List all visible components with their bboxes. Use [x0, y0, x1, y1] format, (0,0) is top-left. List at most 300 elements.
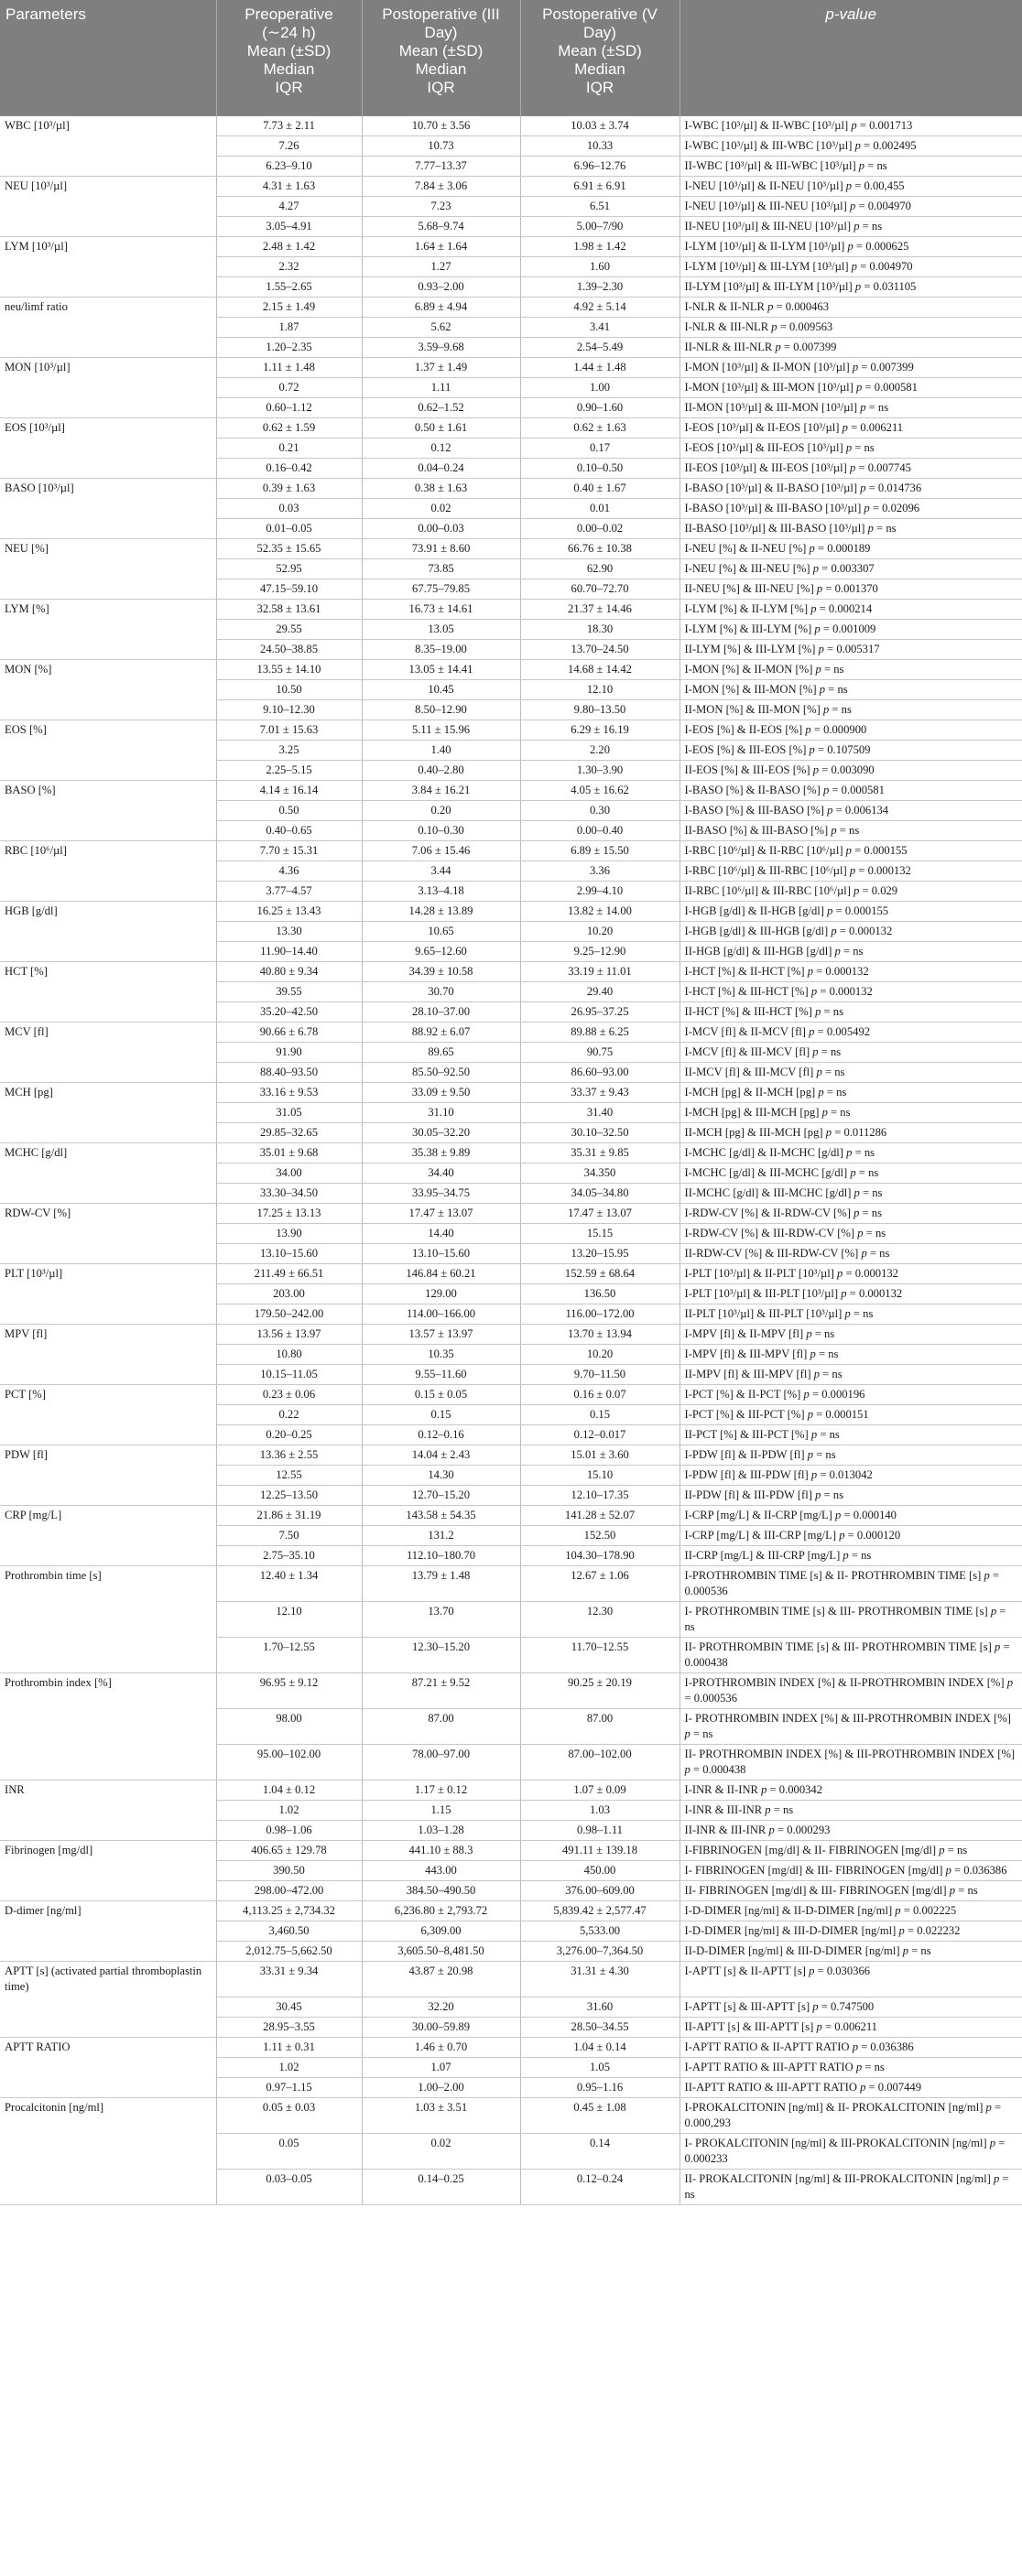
p-value: 0.006134: [844, 804, 889, 817]
p-symbol: p: [807, 965, 813, 978]
stat-postop-day5: 0.45 ± 1.08: [520, 2097, 680, 2133]
p-value: ns: [782, 1803, 794, 1816]
stat-preoperative: 13.55 ± 14.10: [216, 660, 362, 680]
comparison-label: I- FIBRINOGEN [mg/dl] & III- FIBRINOGEN [mg/dl]: [684, 1864, 946, 1877]
parameter-name: [0, 1164, 216, 1184]
p-symbol: p: [993, 2171, 1000, 2185]
parameter-name: [0, 257, 216, 277]
p-value-comparison: [680, 1123, 1022, 1143]
p-value-comparison: [680, 2097, 1022, 2133]
comparison-label: II-BASO [%] & III-BASO [%]: [684, 824, 832, 837]
stat-postop-day5: 6.51: [520, 197, 680, 217]
stat-postop-day5: 152.50: [520, 1526, 680, 1546]
stat-preoperative: 0.40–0.65: [216, 821, 362, 841]
parameter-name: [0, 579, 216, 600]
stat-preoperative: 4.31 ± 1.63: [216, 177, 362, 197]
p-value-comparison: [680, 257, 1022, 277]
parameter-name: [0, 982, 216, 1002]
comparison-label: I-RDW-CV [%] & III-RDW-CV [%]: [684, 1227, 858, 1239]
comparison-label: I-MCHC [g/dl] & III-MCHC [g/dl]: [684, 1166, 851, 1179]
stat-preoperative: 12.55: [216, 1466, 362, 1486]
p-value-comparison: [680, 660, 1022, 680]
comparison-label: II-NEU [%] & III-NEU [%]: [684, 582, 817, 595]
parameter-name: PDW [fl]: [0, 1445, 216, 1466]
p-value: ns: [868, 1166, 879, 1179]
p-equals: =: [861, 280, 874, 293]
p-equals: =: [859, 884, 872, 897]
p-value: 0.00,455: [864, 179, 905, 192]
p-equals: =: [829, 703, 842, 716]
p-value: ns: [861, 1549, 872, 1562]
stat-postop-day3: 3.44: [362, 861, 520, 882]
p-symbol: p: [984, 1569, 990, 1582]
p-symbol: p: [989, 2136, 996, 2149]
table-row: [0, 1184, 1022, 1204]
comparison-label: I-D-DIMER [ng/ml] & III-D-DIMER [ng/ml]: [684, 1924, 899, 1937]
stat-preoperative: 10.50: [216, 680, 362, 700]
stat-postop-day5: 13.70 ± 13.94: [520, 1325, 680, 1345]
comparison-label: I-NEU [%] & II-NEU [%]: [684, 542, 810, 555]
p-value: ns: [886, 522, 897, 535]
p-value-comparison: [680, 942, 1022, 962]
parameter-name: [0, 2133, 216, 2169]
p-equals: =: [825, 683, 838, 696]
p-value-comparison: [680, 579, 1022, 600]
p-value: 0.007399: [870, 361, 914, 373]
parameter-name: [0, 1043, 216, 1063]
stat-postop-day5: 87.00–102.00: [520, 1745, 680, 1780]
p-symbol: p: [816, 1066, 822, 1078]
p-value: 0.011286: [843, 1126, 887, 1139]
p-value-comparison: [680, 1901, 1022, 1921]
p-value-comparison: [680, 1942, 1022, 1962]
p-value: ns: [834, 1066, 845, 1078]
comparison-label: I-RBC [10⁶/µl] & II-RBC [10⁶/µl]: [684, 844, 846, 857]
p-value-comparison: [680, 1184, 1022, 1204]
table-row: [0, 418, 1022, 438]
parameter-name: D-dimer [ng/ml]: [0, 1901, 216, 1921]
parameter-name: APTT RATIO: [0, 2037, 216, 2057]
stat-preoperative: 390.50: [216, 1861, 362, 1881]
parameter-name: [0, 1002, 216, 1023]
stat-preoperative: 2.75–35.10: [216, 1546, 362, 1566]
parameter-name: [0, 1921, 216, 1942]
p-equals: =: [855, 1166, 869, 1179]
p-value-comparison: [680, 922, 1022, 942]
table-row: [0, 539, 1022, 559]
p-symbol: p: [845, 179, 853, 192]
p-value-comparison: [680, 861, 1022, 882]
table-row: [0, 1043, 1022, 1063]
p-symbol: p: [818, 643, 824, 655]
parameter-name: [0, 1821, 216, 1841]
p-equals: =: [848, 1549, 862, 1562]
p-equals: =: [819, 562, 832, 575]
p-value: 0.001009: [832, 622, 876, 635]
table-row: [0, 962, 1022, 982]
comparison-label: I-HCT [%] & II-HCT [%]: [684, 965, 808, 978]
p-equals: =: [859, 1207, 872, 1219]
p-value-comparison: [680, 519, 1022, 539]
table-row: [0, 338, 1022, 358]
p-value-comparison: [680, 781, 1022, 801]
stat-postop-day5: 2.54–5.49: [520, 338, 680, 358]
stat-preoperative: 10.15–11.05: [216, 1365, 362, 1385]
stat-postop-day5: 152.59 ± 68.64: [520, 1264, 680, 1284]
stat-postop-day5: 1.44 ± 1.48: [520, 358, 680, 378]
stat-preoperative: 13.36 ± 2.55: [216, 1445, 362, 1466]
comparison-label: I-MCV [fl] & II-MCV [fl]: [684, 1025, 810, 1038]
p-symbol: p: [853, 1207, 860, 1219]
stat-postop-day5: 15.15: [520, 1224, 680, 1244]
comparison-label: I-MCH [pg] & II-MCH [pg]: [684, 1086, 819, 1099]
p-equals: =: [951, 1864, 964, 1877]
comparison-label: I-CRP [mg/L] & III-CRP [mg/L]: [684, 1529, 840, 1542]
stat-postop-day3: 0.10–0.30: [362, 821, 520, 841]
stat-postop-day3: 78.00–97.00: [362, 1745, 520, 1780]
p-symbol: p: [803, 1388, 810, 1401]
p-equals: =: [832, 904, 845, 917]
parameter-name: [0, 1345, 216, 1365]
p-equals: =: [773, 300, 786, 313]
comparison-label: II-MCHC [g/dl] & III-MCHC [g/dl]: [684, 1186, 854, 1199]
p-symbol: p: [902, 1944, 908, 1957]
stat-postop-day5: 0.01: [520, 499, 680, 519]
comparison-label: II-APTT [s] & III-APTT [s]: [684, 2019, 817, 2033]
p-symbol: p: [816, 582, 823, 595]
stat-preoperative: 0.23 ± 0.06: [216, 1385, 362, 1405]
p-equals: =: [817, 1468, 830, 1481]
parameter-name: [0, 821, 216, 841]
stat-postop-day3: 13.79 ± 1.48: [362, 1566, 520, 1602]
comparison-label: II- PROTHROMBIN TIME [s] & III- PROTHROMBIN TIME [s]: [684, 1640, 995, 1653]
p-value-comparison: [680, 1083, 1022, 1103]
p-equals: =: [818, 1045, 831, 1058]
p-value: 0.000438: [702, 1763, 746, 1776]
p-value-comparison: [680, 801, 1022, 821]
parameter-name: [0, 2077, 216, 2097]
p-equals: =: [817, 1428, 830, 1441]
p-symbol: p: [839, 1529, 845, 1542]
stat-preoperative: 0.62 ± 1.59: [216, 418, 362, 438]
p-symbol: p: [807, 1448, 813, 1461]
comparison-label: I-NLR & III-NLR: [684, 320, 772, 333]
p-value-comparison: [680, 539, 1022, 559]
comparison-label: I-RDW-CV [%] & II-RDW-CV [%]: [684, 1207, 854, 1219]
stat-postop-day5: 1.00: [520, 378, 680, 398]
stat-preoperative: 33.16 ± 9.53: [216, 1083, 362, 1103]
parameter-name: EOS [%]: [0, 720, 216, 741]
comparison-label: I-BASO [%] & II-BASO [%]: [684, 784, 823, 796]
stat-postop-day5: 4.05 ± 16.62: [520, 781, 680, 801]
table-row: [0, 177, 1022, 197]
comparison-label: I-PDW [fl] & II-PDW [fl]: [684, 1448, 808, 1461]
p-equals: =: [821, 1066, 835, 1078]
stat-postop-day3: 0.93–2.00: [362, 277, 520, 298]
stat-postop-day3: 1.46 ± 0.70: [362, 2037, 520, 2057]
comparison-label: I-HGB [g/dl] & III-HGB [g/dl]: [684, 925, 832, 937]
comparison-label: I-MON [10³/µl] & III-MON [10³/µl]: [684, 381, 856, 394]
p-symbol: p: [813, 1368, 820, 1380]
stat-postop-day3: 8.35–19.00: [362, 640, 520, 660]
stat-preoperative: 2.25–5.15: [216, 761, 362, 781]
p-symbol: p: [834, 945, 841, 958]
stat-postop-day3: 10.45: [362, 680, 520, 700]
p-value-comparison: [680, 1962, 1022, 1997]
stat-postop-day3: 0.02: [362, 499, 520, 519]
table-row: [0, 1164, 1022, 1184]
stat-postop-day5: 6.89 ± 15.50: [520, 841, 680, 861]
p-symbol: p: [852, 361, 859, 373]
stat-postop-day3: 0.12: [362, 438, 520, 459]
p-equals: =: [844, 1529, 857, 1542]
stat-preoperative: 1.04 ± 0.12: [216, 1780, 362, 1801]
p-value-comparison: [680, 1304, 1022, 1325]
header-line: Day): [424, 24, 458, 42]
p-value-comparison: [680, 1002, 1022, 1023]
table-row: [0, 1264, 1022, 1284]
header-line: Median: [574, 60, 625, 79]
p-value-comparison: [680, 1043, 1022, 1063]
comparison-label: I-PCT [%] & II-PCT [%]: [684, 1388, 804, 1401]
p-symbol: p: [831, 925, 837, 937]
table-row: [0, 1546, 1022, 1566]
stat-preoperative: 7.73 ± 2.11: [216, 116, 362, 136]
comparison-label: II-MON [10³/µl] & III-MON [10³/µl]: [684, 401, 861, 414]
table-row: [0, 2057, 1022, 2077]
p-symbol: p: [806, 1327, 812, 1340]
p-value-comparison: [680, 1881, 1022, 1901]
p-symbol: p: [816, 2019, 822, 2033]
p-value-comparison: [680, 479, 1022, 499]
p-value: ns: [832, 1005, 843, 1018]
stat-postop-day3: 14.40: [362, 1224, 520, 1244]
table-row: [0, 1365, 1022, 1385]
p-equals: =: [852, 441, 864, 454]
table-row: [0, 1921, 1022, 1942]
p-value: 0.007745: [867, 461, 911, 474]
comparison-label: I-HGB [g/dl] & II-HGB [g/dl]: [684, 904, 828, 917]
stat-postop-day3: 129.00: [362, 1284, 520, 1304]
p-symbol: p: [810, 1468, 818, 1481]
stat-postop-day3: 30.70: [362, 982, 520, 1002]
p-value: 0.000132: [854, 1267, 898, 1280]
p-value: 0.000120: [856, 1529, 901, 1542]
stat-preoperative: 96.95 ± 9.12: [216, 1673, 362, 1709]
p-value-comparison: [680, 1143, 1022, 1164]
p-symbol: p: [854, 280, 862, 293]
p-value: 0.000132: [867, 864, 911, 877]
stat-preoperative: 28.95–3.55: [216, 2017, 362, 2037]
table-row: [0, 2077, 1022, 2097]
p-value: ns: [877, 401, 889, 414]
stat-preoperative: 6.23–9.10: [216, 157, 362, 177]
p-symbol: p: [810, 1348, 816, 1360]
p-symbol: p: [949, 1884, 956, 1897]
stat-postop-day5: 15.10: [520, 1466, 680, 1486]
parameter-name: NEU [10³/µl]: [0, 177, 216, 197]
stat-postop-day5: 1.39–2.30: [520, 277, 680, 298]
parameter-name: NEU [%]: [0, 539, 216, 559]
stat-postop-day5: 1.04 ± 0.14: [520, 2037, 680, 2057]
stat-postop-day5: 450.00: [520, 1861, 680, 1881]
p-value-comparison: [680, 962, 1022, 982]
parameter-name: [0, 1284, 216, 1304]
p-equals: =: [865, 401, 878, 414]
p-equals: =: [851, 844, 864, 857]
parameter-name: EOS [10³/µl]: [0, 418, 216, 438]
p-symbol: p: [809, 542, 815, 555]
table-row: [0, 1325, 1022, 1345]
stat-postop-day5: 35.31 ± 9.85: [520, 1143, 680, 1164]
table-row: [0, 942, 1022, 962]
parameter-name: HGB [g/dl]: [0, 902, 216, 922]
table-row: [0, 559, 1022, 579]
stat-postop-day5: 136.50: [520, 1284, 680, 1304]
p-value-comparison: [680, 1063, 1022, 1083]
p-equals: =: [766, 1783, 779, 1796]
parameter-name: [0, 942, 216, 962]
stat-preoperative: 32.58 ± 13.61: [216, 600, 362, 620]
table-row: [0, 136, 1022, 157]
stat-preoperative: 17.25 ± 13.13: [216, 1204, 362, 1224]
p-equals: =: [814, 1964, 827, 1977]
table-row: [0, 1841, 1022, 1861]
table-row: [0, 1901, 1022, 1921]
comparison-label: I-PROTHROMBIN TIME [s] & II- PROTHROMBIN TIME [s]: [684, 1569, 984, 1582]
p-value-comparison: [680, 318, 1022, 338]
p-value: 0.000151: [825, 1408, 869, 1421]
p-equals: =: [858, 361, 871, 373]
p-symbol: p: [765, 1803, 771, 1816]
p-value-comparison: [680, 741, 1022, 761]
table-row: [0, 157, 1022, 177]
comparison-label: II-EOS [%] & III-EOS [%]: [684, 763, 813, 776]
table-row: [0, 398, 1022, 418]
table-row: [0, 479, 1022, 499]
comparison-label: I-INR & II-INR: [684, 1783, 762, 1796]
stat-postop-day5: 66.76 ± 10.38: [520, 539, 680, 559]
p-symbol: p: [895, 1904, 901, 1917]
p-value-comparison: [680, 1602, 1022, 1638]
stat-postop-day5: 0.95–1.16: [520, 2077, 680, 2097]
p-value: ns: [853, 945, 864, 958]
p-symbol: p: [814, 622, 821, 635]
p-symbol: p: [853, 1186, 860, 1199]
stat-postop-day5: 30.10–32.50: [520, 1123, 680, 1143]
comparison-label: I-PCT [%] & III-PCT [%]: [684, 1408, 808, 1421]
stat-postop-day3: 67.75–79.85: [362, 579, 520, 600]
stat-postop-day5: 12.10: [520, 680, 680, 700]
stat-postop-day5: 141.28 ± 52.07: [520, 1506, 680, 1526]
parameter-name: [0, 2017, 216, 2037]
stat-postop-day3: 3.84 ± 16.21: [362, 781, 520, 801]
parameter-name: [0, 801, 216, 821]
stat-postop-day3: 89.65: [362, 1043, 520, 1063]
table-row: [0, 318, 1022, 338]
comparison-label: I-APTT RATIO & III-APTT RATIO: [684, 2060, 856, 2073]
p-equals: =: [852, 179, 864, 192]
stat-postop-day5: 90.25 ± 20.19: [520, 1673, 680, 1709]
stat-preoperative: 1.87: [216, 318, 362, 338]
p-equals: =: [856, 260, 870, 273]
p-equals: =: [873, 522, 886, 535]
table-row: [0, 600, 1022, 620]
stat-postop-day5: 15.01 ± 3.60: [520, 1445, 680, 1466]
stat-postop-day5: 31.60: [520, 1997, 680, 2017]
parameter-name: [0, 1801, 216, 1821]
comparison-label: I-APTT [s] & II-APTT [s]: [684, 1964, 810, 1977]
parameter-name: Prothrombin time [s]: [0, 1566, 216, 1602]
stat-postop-day3: 0.14–0.25: [362, 2169, 520, 2204]
header-line: Mean (±SD): [246, 42, 332, 60]
comparison-label: I-PDW [fl] & III-PDW [fl]: [684, 1468, 811, 1481]
p-equals: =: [850, 1307, 864, 1320]
p-equals: =: [863, 1227, 875, 1239]
p-value: 0.013042: [829, 1468, 873, 1481]
comparison-label: II-LYM [10³/µl] & III-LYM [10³/µl]: [684, 280, 855, 293]
p-symbol: p: [898, 1924, 905, 1937]
p-value: 0.029: [871, 884, 898, 897]
stat-preoperative: 0.16–0.42: [216, 459, 362, 479]
comparison-label: II- PROKALCITONIN [ng/ml] & III-PROKALCITONIN [ng/ml]: [684, 2171, 994, 2185]
stat-postop-day5: 33.37 ± 9.43: [520, 1083, 680, 1103]
parameter-name: [0, 1602, 216, 1638]
p-symbol: p: [995, 1640, 1001, 1653]
comparison-label: I-MPV [fl] & III-MPV [fl]: [684, 1348, 810, 1360]
parameter-name: MPV [fl]: [0, 1325, 216, 1345]
stat-preoperative: 88.40–93.50: [216, 1063, 362, 1083]
stat-postop-day5: 14.68 ± 14.42: [520, 660, 680, 680]
comparison-label: I- PROTHROMBIN TIME [s] & III- PROTHROMBIN TIME [s]: [684, 1605, 991, 1618]
p-value: ns: [872, 1186, 883, 1199]
p-equals: =: [991, 2100, 1002, 2114]
p-value-comparison: [680, 378, 1022, 398]
p-equals: =: [820, 1368, 832, 1380]
p-symbol: p: [852, 2040, 858, 2053]
stat-postop-day3: 131.2: [362, 1526, 520, 1546]
stat-postop-day5: 0.17: [520, 438, 680, 459]
parameter-name: [0, 861, 216, 882]
p-value: 0.004970: [869, 260, 913, 273]
p-value: 0.000463: [785, 300, 830, 313]
parameter-name: RDW-CV [%]: [0, 1204, 216, 1224]
stat-preoperative: 9.10–12.30: [216, 700, 362, 720]
p-symbol: p: [842, 421, 848, 434]
p-value: ns: [874, 2060, 885, 2073]
stat-postop-day3: 9.55–11.60: [362, 1365, 520, 1385]
comparison-label: I-EOS [10³/µl] & III-EOS [10³/µl]: [684, 441, 846, 454]
p-equals: =: [812, 1448, 826, 1461]
comparison-label: II-HCT [%] & III-HCT [%]: [684, 1005, 816, 1018]
stat-preoperative: 1.11 ± 1.48: [216, 358, 362, 378]
comparison-label: I-APTT [s] & III-APTT [s]: [684, 1999, 813, 2013]
p-value-comparison: [680, 1264, 1022, 1284]
parameter-name: [0, 620, 216, 640]
p-equals: =: [823, 643, 837, 655]
p-equals: =: [846, 1287, 859, 1300]
table-row: [0, 1466, 1022, 1486]
stat-preoperative: 4.36: [216, 861, 362, 882]
parameter-name: [0, 2169, 216, 2204]
stat-postop-day5: 4.92 ± 5.14: [520, 298, 680, 318]
p-symbol: p: [858, 159, 865, 172]
stat-postop-day5: 10.03 ± 3.74: [520, 116, 680, 136]
comparison-label: I-RBC [10⁶/µl] & III-RBC [10⁶/µl]: [684, 864, 850, 877]
stat-postop-day5: 17.47 ± 13.07: [520, 1204, 680, 1224]
parameter-name: APTT [s] (activated partial thromboplastin time): [0, 1962, 216, 1997]
comparison-label: I-EOS [%] & III-EOS [%]: [684, 743, 810, 756]
